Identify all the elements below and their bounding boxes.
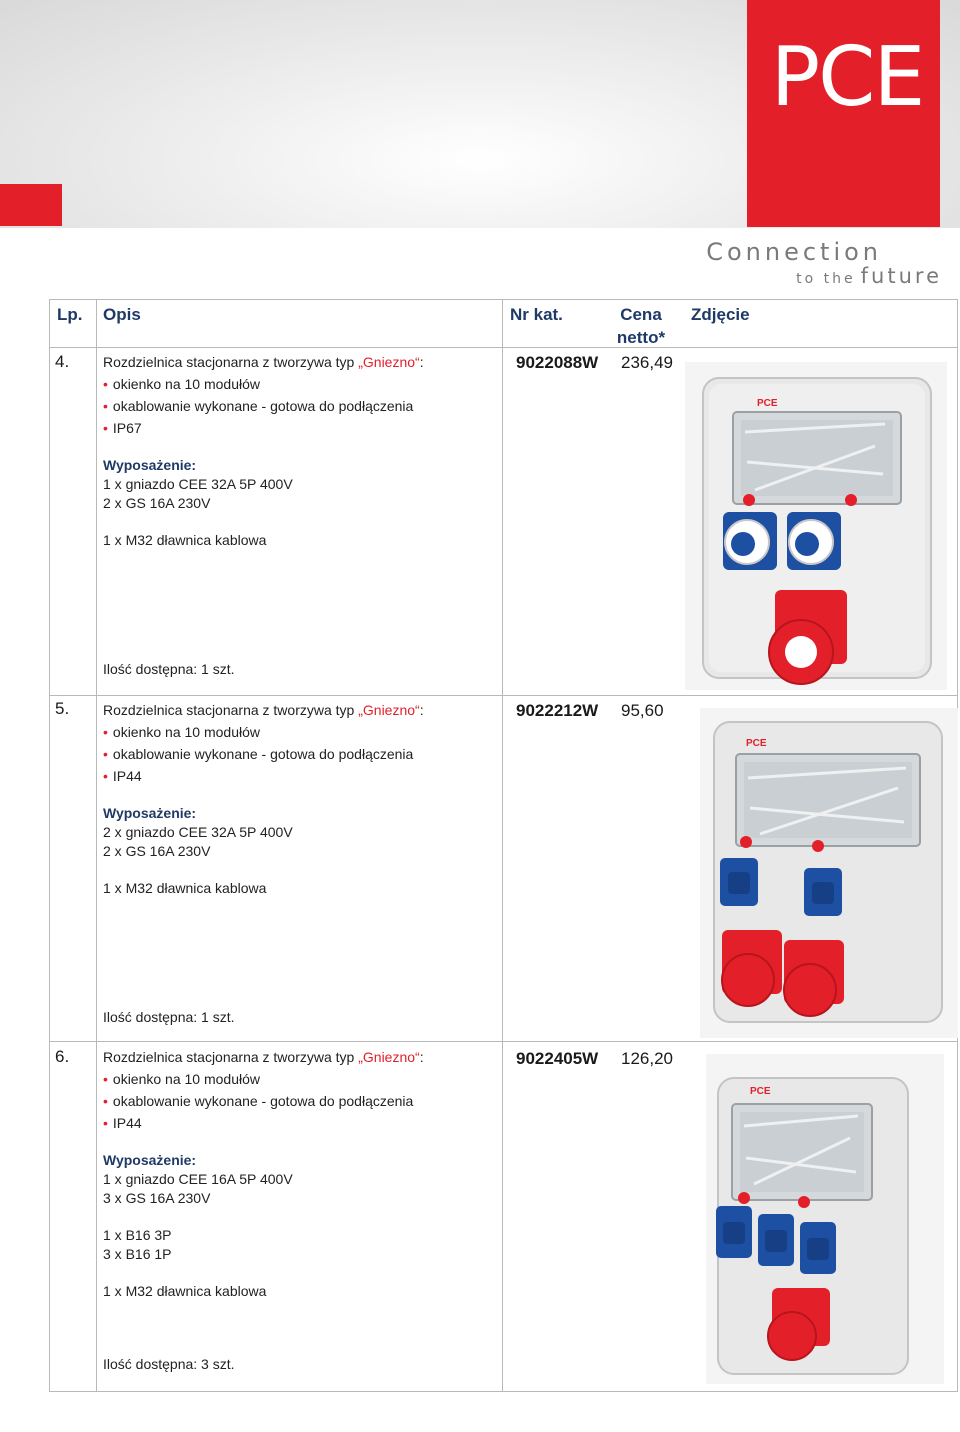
svg-text:PCE: PCE bbox=[750, 1086, 771, 1097]
row-number: 6. bbox=[55, 1047, 70, 1066]
row-description bbox=[103, 699, 499, 1029]
catalog-number: 9022088W bbox=[516, 353, 599, 372]
availability: Ilość dostępna: 1 szt. bbox=[103, 661, 235, 677]
price: 95,60 bbox=[621, 701, 664, 720]
tagline-future: future bbox=[860, 264, 942, 288]
price: 126,20 bbox=[621, 1049, 673, 1068]
title-suffix: : bbox=[419, 354, 424, 370]
title-suffix: : bbox=[419, 702, 424, 718]
price: 236,49 bbox=[621, 353, 673, 372]
logo-text: PCE bbox=[770, 30, 924, 125]
title-name: „Gniezno“ bbox=[358, 702, 420, 718]
feature-bullet: • okienko na 10 modułów bbox=[103, 373, 499, 395]
extra-item: 1 x M32 dławnica kablowa bbox=[103, 532, 267, 548]
equipment-item: 2 x GS 16A 230V bbox=[103, 495, 211, 511]
catalog-number: 9022405W bbox=[516, 1049, 599, 1068]
breaker-item: 1 x B16 3P bbox=[103, 1227, 172, 1243]
catalog-number: 9022212W bbox=[516, 701, 599, 720]
equipment-item: 3 x GS 16A 230V bbox=[103, 1190, 211, 1206]
feature-bullet: • okablowanie wykonane - gotowa do podłączenia bbox=[103, 743, 499, 765]
row-title bbox=[103, 699, 499, 721]
title-prefix: Rozdzielnica stacjonarna z tworzywa typ bbox=[103, 702, 359, 718]
equipment-label: Wyposażenie: bbox=[103, 457, 197, 473]
row-description bbox=[103, 1046, 499, 1376]
header-lp: Lp. bbox=[57, 305, 83, 324]
availability: Ilość dostępna: 3 szt. bbox=[103, 1356, 235, 1372]
title-prefix: Rozdzielnica stacjonarna z tworzywa typ bbox=[103, 354, 359, 370]
title-prefix: Rozdzielnica stacjonarna z tworzywa typ bbox=[103, 1049, 359, 1065]
row-number: 4. bbox=[55, 352, 70, 371]
breaker-item: 3 x B16 1P bbox=[103, 1246, 172, 1262]
feature-bullet: • IP44 bbox=[103, 765, 499, 787]
extra-item: 1 x M32 dławnica kablowa bbox=[103, 880, 267, 896]
title-name: „Gniezno“ bbox=[358, 354, 420, 370]
tagline-connection: Connection bbox=[706, 238, 882, 266]
svg-text:PCE: PCE bbox=[746, 738, 767, 749]
pce-logo bbox=[747, 0, 940, 227]
feature-bullet: • okienko na 10 modułów bbox=[103, 721, 499, 743]
row-title bbox=[103, 351, 499, 373]
feature-bullet: • IP44 bbox=[103, 1112, 499, 1134]
feature-bullet: • IP67 bbox=[103, 417, 499, 439]
table-divider bbox=[50, 1041, 957, 1042]
feature-bullet: • okablowanie wykonane - gotowa do podłączenia bbox=[103, 1090, 499, 1112]
equipment-item: 1 x gniazdo CEE 16A 5P 400V bbox=[103, 1171, 293, 1187]
row-title bbox=[103, 1046, 499, 1068]
distribution-box-photo bbox=[685, 362, 947, 690]
equipment-item: 2 x GS 16A 230V bbox=[103, 843, 211, 859]
header-cena: Cena netto* bbox=[616, 305, 666, 347]
extra-item: 1 x M32 dławnica kablowa bbox=[103, 1283, 267, 1299]
table-divider bbox=[50, 695, 957, 696]
feature-bullet: • okablowanie wykonane - gotowa do podłączenia bbox=[103, 395, 499, 417]
table-divider bbox=[502, 300, 503, 1391]
title-name: „Gniezno“ bbox=[358, 1049, 420, 1065]
equipment-label: Wyposażenie: bbox=[103, 1152, 197, 1168]
table-divider bbox=[50, 347, 957, 348]
header-nr-kat: Nr kat. bbox=[510, 305, 563, 324]
title-suffix: : bbox=[419, 1049, 424, 1065]
availability: Ilość dostępna: 1 szt. bbox=[103, 1009, 235, 1025]
tagline-to-the-future bbox=[796, 264, 942, 288]
red-accent-bar bbox=[0, 184, 62, 226]
equipment-item: 2 x gniazdo CEE 32A 5P 400V bbox=[103, 824, 293, 840]
tagline-to-the: to the bbox=[796, 271, 856, 287]
distribution-box-photo bbox=[706, 1054, 944, 1384]
equipment-label: Wyposażenie: bbox=[103, 805, 197, 821]
row-number: 5. bbox=[55, 699, 70, 718]
feature-bullet: • okienko na 10 modułów bbox=[103, 1068, 499, 1090]
table-divider bbox=[96, 300, 97, 1391]
header-zdjecie: Zdjęcie bbox=[691, 305, 750, 324]
equipment-item: 1 x gniazdo CEE 32A 5P 400V bbox=[103, 476, 293, 492]
row-description bbox=[103, 351, 499, 681]
header-opis: Opis bbox=[103, 305, 141, 324]
svg-text:PCE: PCE bbox=[757, 398, 778, 409]
distribution-box-photo bbox=[700, 708, 958, 1038]
